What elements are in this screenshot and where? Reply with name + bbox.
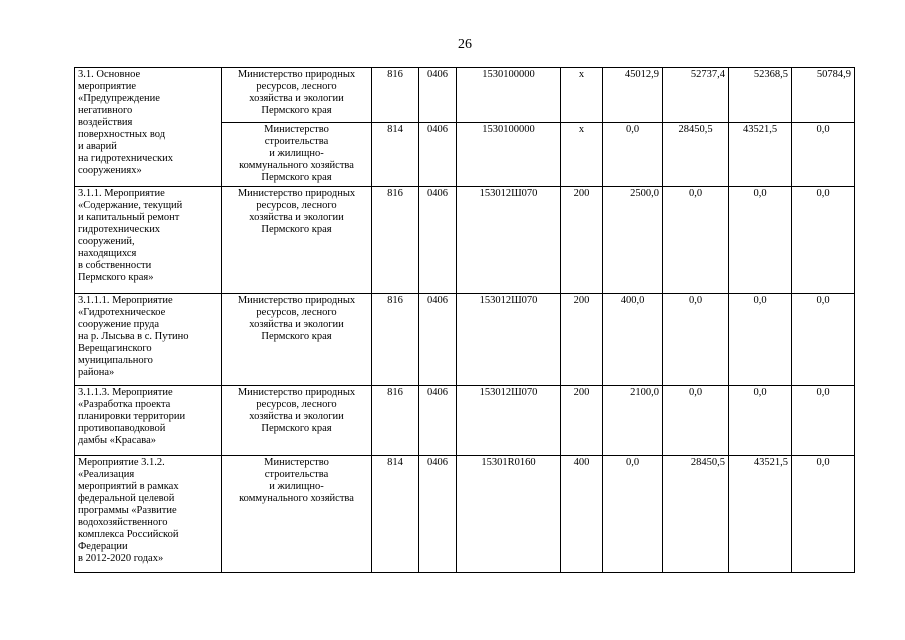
grbs-cell: 814 xyxy=(372,456,419,573)
section-cell: 0406 xyxy=(419,386,457,456)
executor-cell: Министерство строительства и жилищно- коммунального хозяйства xyxy=(222,456,372,573)
amount-cell-4: 0,0 xyxy=(792,123,855,187)
amount-cell-3: 52368,5 xyxy=(729,68,792,123)
amount-cell-1: 2100,0 xyxy=(603,386,663,456)
amount-cell-2: 28450,5 xyxy=(663,123,729,187)
amount-cell-1: 0,0 xyxy=(603,123,663,187)
amount-cell-1: 0,0 xyxy=(603,456,663,573)
expense-type-cell: 400 xyxy=(561,456,603,573)
target-article-cell: 153012Ш070 xyxy=(457,386,561,456)
amount-cell-4: 0,0 xyxy=(792,187,855,294)
table-row xyxy=(75,456,855,573)
amount-cell-1: 45012,9 xyxy=(603,68,663,123)
target-article-cell: 1530100000 xyxy=(457,68,561,123)
activity-name: 3.1.1.3. Мероприятие «Разработка проекта планировки территории противопаводковой дамбы «Красава» xyxy=(75,386,222,456)
amount-cell-4: 0,0 xyxy=(792,456,855,573)
amount-cell-2: 0,0 xyxy=(663,187,729,294)
amount-cell-1: 2500,0 xyxy=(603,187,663,294)
executor-cell: Министерство природных ресурсов, лесного хозяйства и экологии Пермского края xyxy=(222,68,372,123)
amount-cell-1: 400,0 xyxy=(603,294,663,386)
amount-cell-2: 52737,4 xyxy=(663,68,729,123)
section-cell: 0406 xyxy=(419,456,457,573)
grbs-cell: 814 xyxy=(372,123,419,187)
section-cell: 0406 xyxy=(419,294,457,386)
activity-name: Мероприятие 3.1.2. «Реализация мероприятий в рамках федеральной целевой программы «Развитие водохозяйственного комплекса Российской Федерации в 2012-2020 годах» xyxy=(75,456,222,573)
expense-type-cell: х xyxy=(561,123,603,187)
amount-cell-2: 0,0 xyxy=(663,386,729,456)
target-article-cell: 153012Ш070 xyxy=(457,294,561,386)
target-article-cell: 15301R0160 xyxy=(457,456,561,573)
grbs-cell: 816 xyxy=(372,294,419,386)
page-number: 26 xyxy=(458,37,472,52)
amount-cell-3: 43521,5 xyxy=(729,123,792,187)
expense-type-cell: х xyxy=(561,68,603,123)
amount-cell-4: 0,0 xyxy=(792,386,855,456)
expense-type-cell: 200 xyxy=(561,187,603,294)
grbs-cell: 816 xyxy=(372,68,419,123)
activity-name: 3.1.1.1. Мероприятие «Гидротехническое сооружение пруда на р. Лысьва в с. Путино Верещагинского муниципального района» xyxy=(75,294,222,386)
section-cell: 0406 xyxy=(419,68,457,123)
executor-cell: Министерство строительства и жилищно- коммунального хозяйства Пермского края xyxy=(222,123,372,187)
table-row xyxy=(75,68,855,123)
activity-name: 3.1. Основное мероприятие «Предупреждение негативного воздействия поверхностных вод и аварий на гидротехнических сооружениях» xyxy=(75,68,222,187)
amount-cell-4: 0,0 xyxy=(792,294,855,386)
section-cell: 0406 xyxy=(419,187,457,294)
expense-type-cell: 200 xyxy=(561,294,603,386)
amount-cell-3: 43521,5 xyxy=(729,456,792,573)
amount-cell-3: 0,0 xyxy=(729,187,792,294)
target-article-cell: 153012Ш070 xyxy=(457,187,561,294)
target-article-cell: 1530100000 xyxy=(457,123,561,187)
table-row xyxy=(75,386,855,456)
grbs-cell: 816 xyxy=(372,187,419,294)
table-row xyxy=(75,294,855,386)
table-row xyxy=(75,187,855,294)
budget-table xyxy=(74,67,855,573)
amount-cell-4: 50784,9 xyxy=(792,68,855,123)
amount-cell-2: 0,0 xyxy=(663,294,729,386)
executor-cell: Министерство природных ресурсов, лесного хозяйства и экологии Пермского края xyxy=(222,294,372,386)
executor-cell: Министерство природных ресурсов, лесного хозяйства и экологии Пермского края xyxy=(222,187,372,294)
executor-cell: Министерство природных ресурсов, лесного хозяйства и экологии Пермского края xyxy=(222,386,372,456)
expense-type-cell: 200 xyxy=(561,386,603,456)
amount-cell-3: 0,0 xyxy=(729,386,792,456)
amount-cell-3: 0,0 xyxy=(729,294,792,386)
activity-name: 3.1.1. Мероприятие «Содержание, текущий и капитальный ремонт гидротехнических сооружений, находящихся в собственности Пермского края» xyxy=(75,187,222,294)
grbs-cell: 816 xyxy=(372,386,419,456)
section-cell: 0406 xyxy=(419,123,457,187)
amount-cell-2: 28450,5 xyxy=(663,456,729,573)
